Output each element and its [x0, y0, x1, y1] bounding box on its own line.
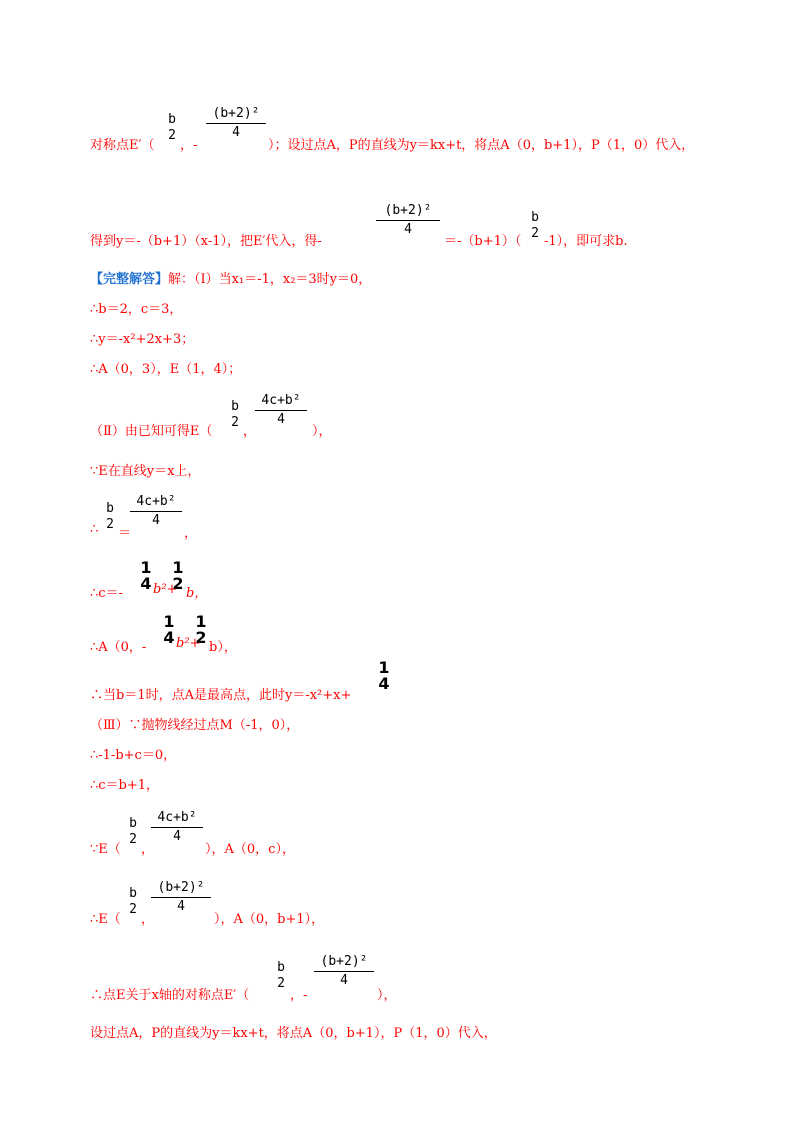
numerator: (b+2)²	[157, 880, 205, 895]
denominator: 4	[378, 674, 390, 693]
separator: ，-	[290, 988, 308, 1003]
line-8-text: ∵E在直线y＝x上，	[90, 464, 201, 479]
denominator: 2	[129, 902, 137, 917]
denominator: 4	[277, 412, 285, 427]
line-17-end: ），A（0，b+1），	[214, 912, 325, 927]
fraction-bar	[255, 410, 307, 411]
numerator: b	[231, 399, 239, 414]
denominator: 2	[129, 832, 137, 847]
line-6-text: ∴A（0，3），E（1，4）；	[90, 362, 242, 377]
fraction-bplus2sq-over-4	[376, 203, 440, 238]
fraction-b-over-2	[228, 399, 242, 431]
fraction-bar	[376, 220, 440, 221]
text-line-11c	[209, 636, 740, 655]
numerator: 4c+b²	[261, 393, 301, 408]
fraction-1-over-4	[378, 660, 390, 692]
therefore: ∴	[90, 522, 99, 537]
text-line-12	[90, 684, 740, 703]
separator: ，-	[180, 138, 198, 153]
numerator: b	[106, 501, 114, 516]
separator: ，	[141, 912, 155, 927]
line-13-text: （Ⅲ）∵抛物线经过点M（-1，0），	[90, 718, 300, 733]
fraction-bplus2sq-over-4	[314, 954, 374, 989]
text-line-17c	[214, 908, 740, 927]
denominator: 2	[195, 628, 207, 647]
fraction-1-over-2	[195, 614, 207, 646]
numerator: 1	[140, 558, 152, 577]
line-10-start: ∴c＝-	[90, 586, 123, 601]
denominator: 2	[168, 128, 176, 143]
text-line-16c	[205, 838, 740, 857]
denominator: 4	[173, 829, 181, 844]
fraction-bar	[206, 123, 266, 124]
fraction-bar	[151, 897, 211, 898]
fraction-1-over-4	[140, 560, 152, 592]
complete-answer-tag: 【完整解答】	[90, 272, 169, 287]
line-18-start: ∴点E关于x轴的对称点E′（	[90, 988, 250, 1003]
b-squared-plus: b²+	[153, 582, 178, 597]
text-line-2c	[544, 230, 740, 249]
text-line-18c	[377, 984, 740, 1003]
line-11-start: ∴A（0，-	[90, 640, 147, 655]
line-7-start: （Ⅱ）由已知可得E（	[90, 424, 213, 439]
denominator: 4	[340, 973, 348, 988]
line-1-start: 对称点E′（	[90, 138, 155, 153]
line-17-start: ∴E（	[90, 912, 121, 927]
separator: ，	[141, 842, 155, 857]
fraction-b-over-2	[164, 112, 180, 144]
numerator: b	[277, 960, 285, 975]
b-comma: b，	[186, 586, 208, 601]
line-19-text: 设过点A，P的直线为y＝kx+t，将点A（0，b+1），P（1，0）代入，	[90, 1026, 497, 1041]
text-line-15	[90, 774, 740, 793]
fraction-bplus2sq-over-4	[206, 106, 266, 141]
text-line-5	[90, 328, 740, 347]
denominator: 4	[163, 628, 175, 647]
line-3-text: 解：（Ⅰ）当x₁＝-1，x₂＝3时y＝0，	[168, 272, 372, 287]
line-16-end: ），A（0，c），	[205, 842, 295, 857]
line-14-text: ∴-1-b+c＝0，	[90, 748, 177, 763]
line-7-end: ），	[312, 424, 332, 439]
line-16-start: ∵E（	[90, 842, 121, 857]
numerator: (b+2)²	[212, 106, 260, 121]
fraction-b-over-2	[126, 886, 140, 918]
numerator: 1	[378, 658, 390, 677]
numerator: b	[129, 886, 137, 901]
fraction-4cb2-over-4	[130, 494, 182, 529]
denominator: 2	[106, 517, 114, 532]
numerator: 4c+b²	[136, 494, 176, 509]
fraction-1-over-2	[172, 560, 184, 592]
fraction-bar	[151, 827, 203, 828]
line-15-text: ∴c＝b+1，	[90, 778, 160, 793]
line-11-end: b），	[209, 640, 237, 655]
text-line-10c	[186, 582, 740, 601]
line-12-text: ∴当b＝1时，点A是最高点，此时y＝-x²+x+	[90, 688, 352, 703]
fraction-bar	[314, 971, 374, 972]
denominator: 2	[231, 415, 239, 430]
fraction-4cb2-over-4	[151, 810, 203, 845]
numerator: b	[168, 112, 176, 127]
text-line-6	[90, 358, 740, 377]
denominator: 4	[152, 513, 160, 528]
line-18-end: ），	[377, 988, 397, 1003]
numerator: 1	[195, 612, 207, 631]
fraction-b-over-2	[126, 816, 140, 848]
fraction-b-over-2	[103, 501, 117, 533]
line-2-end: -1），即可求b.	[544, 234, 628, 249]
line-4-text: ∴b＝2，c＝3，	[90, 302, 183, 317]
equals: ＝	[118, 526, 132, 541]
line-5-text: ∴y＝-x²+2x+3；	[90, 332, 195, 347]
text-line-13	[90, 714, 740, 733]
denominator: 4	[404, 222, 412, 237]
denominator: 4	[232, 125, 240, 140]
text-line-19	[90, 1022, 740, 1041]
numerator: 4c+b²	[157, 810, 197, 825]
fraction-bplus2sq-over-4	[151, 880, 211, 915]
numerator: (b+2)²	[320, 954, 368, 969]
comma: ，	[184, 526, 198, 541]
numerator: b	[129, 816, 137, 831]
fraction-b-over-2	[528, 210, 542, 242]
fraction-b-over-2	[274, 960, 288, 992]
numerator: 1	[172, 558, 184, 577]
denominator: 2	[277, 976, 285, 991]
denominator: 4	[177, 899, 185, 914]
numerator: b	[531, 210, 539, 225]
numerator: (b+2)²	[384, 203, 432, 218]
text-line-14	[90, 744, 740, 763]
text-line-8	[90, 460, 740, 479]
denominator: 2	[172, 574, 184, 593]
line-2-mid: ＝-（b+1）（	[444, 234, 522, 249]
text-line-7c	[312, 420, 740, 439]
numerator: 1	[163, 612, 175, 631]
fraction-bar	[130, 511, 182, 512]
fraction-4cb2-over-4	[255, 393, 307, 428]
text-line-1c	[268, 134, 740, 153]
text-line-3	[90, 268, 740, 287]
denominator: 4	[140, 574, 152, 593]
line-1-end: ）；设过点A，P的直线为y＝kx+t，将点A（0，b+1），P（1，0）代入，	[268, 138, 695, 153]
fraction-1-over-4	[163, 614, 175, 646]
separator: ，	[243, 424, 257, 439]
denominator: 2	[531, 226, 539, 241]
text-line-4	[90, 298, 740, 317]
text-line-9c	[184, 522, 740, 541]
line-2-start: 得到y＝-（b+1）（x-1），把E′代入，得-	[90, 234, 322, 249]
b-squared-plus: b²+	[176, 636, 201, 651]
